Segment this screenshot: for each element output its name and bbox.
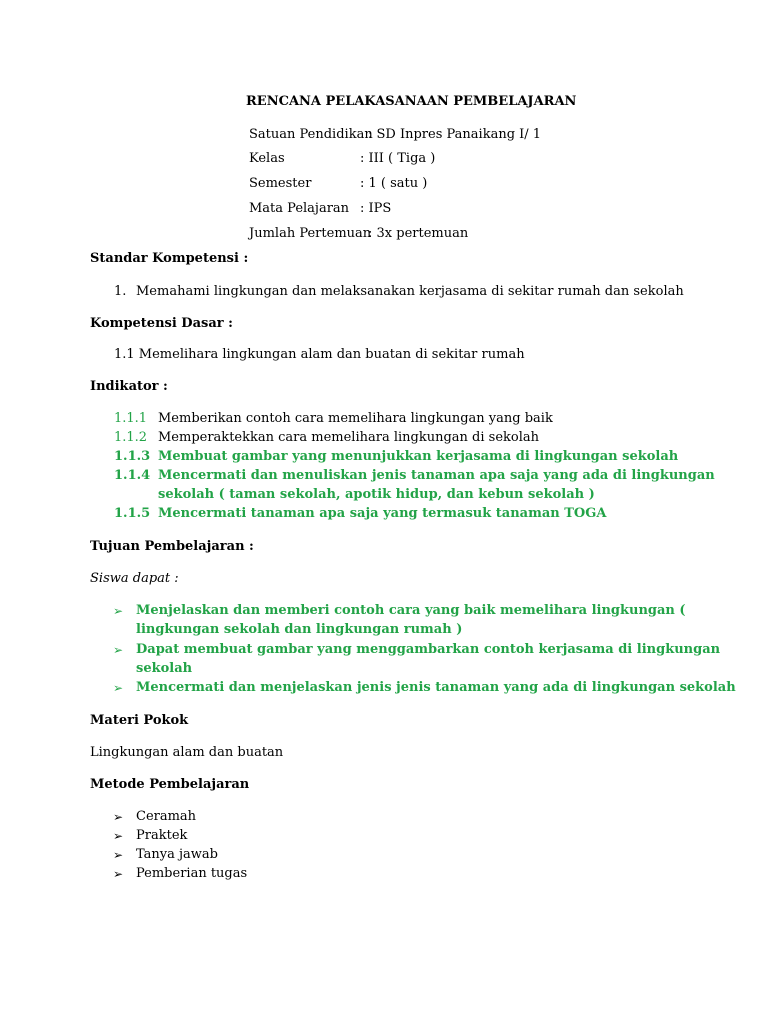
arrow-bullet-icon: ➢ [113, 604, 124, 618]
tujuan-bullet-2-cont: sekolah [136, 661, 193, 676]
materi-text: Lingkungan alam dan buatan [90, 745, 284, 760]
info-label-kelas: Kelas [249, 151, 285, 166]
info-value-pertemuan: : 3x pertemuan [368, 226, 469, 241]
kompetensi-heading: Kompetensi Dasar : [90, 316, 233, 331]
tujuan-bullet-1: Menjelaskan dan memberi contoh cara yang baik memelihara lingkungan ( [136, 603, 686, 618]
tujuan-intro: Siswa dapat : [90, 571, 179, 586]
indikator-text-3: Membuat gambar yang menunjukkan kerjasama di lingkungan sekolah [158, 449, 679, 464]
metode-item-4: Pemberian tugas [136, 866, 248, 881]
arrow-bullet-icon: ➢ [113, 643, 124, 657]
info-value-satuan: : SD Inpres Panaikang I/ 1 [368, 127, 542, 142]
arrow-bullet-icon: ➢ [113, 848, 124, 862]
indikator-text-4-cont: sekolah ( taman sekolah, apotik hidup, dan kebun sekolah ) [158, 487, 595, 502]
indikator-text-2: Memperaktekkan cara memelihara lingkungan di sekolah [158, 430, 539, 445]
indikator-num-2: 1.1.2 [114, 430, 148, 445]
info-value-kelas: : III ( Tiga ) [360, 151, 436, 166]
arrow-bullet-icon: ➢ [113, 829, 124, 843]
document-title: RENCANA PELAKASANAAN PEMBELAJARAN [246, 94, 577, 109]
tujuan-heading: Tujuan Pembelajaran : [90, 539, 254, 554]
indikator-num-1: 1.1.1 [114, 411, 148, 426]
standar-heading: Standar Kompetensi : [90, 251, 249, 266]
indikator-text-4: Mencermati dan menuliskan jenis tanaman apa saja yang ada di lingkungan [158, 468, 715, 483]
info-value-mapel: : IPS [360, 201, 392, 216]
tujuan-bullet-2: Dapat membuat gambar yang menggambarkan contoh kerjasama di lingkungan [136, 642, 721, 657]
info-value-semester: : 1 ( satu ) [360, 176, 428, 191]
metode-heading: Metode Pembelajaran [90, 777, 250, 792]
standar-item-text: Memahami lingkungan dan melaksanakan kerjasama di sekitar rumah dan sekolah [136, 284, 684, 299]
metode-item-2: Praktek [136, 828, 188, 843]
indikator-num-3: 1.1.3 [114, 449, 151, 464]
tujuan-bullet-3: Mencermati dan menjelaskan jenis jenis tanaman yang ada di lingkungan sekolah [136, 680, 736, 695]
indikator-num-4: 1.1.4 [114, 468, 151, 483]
tujuan-bullet-1-cont: lingkungan sekolah dan lingkungan rumah ) [136, 622, 463, 637]
standar-item-num: 1. [114, 284, 127, 299]
arrow-bullet-icon: ➢ [113, 867, 124, 881]
info-label-pertemuan: Jumlah Pertemuan [249, 226, 372, 241]
indikator-heading: Indikator : [90, 379, 168, 394]
arrow-bullet-icon: ➢ [113, 810, 124, 824]
info-label-satuan: Satuan Pendidikan [249, 127, 373, 142]
materi-heading: Materi Pokok [90, 713, 189, 728]
indikator-text-1: Memberikan contoh cara memelihara lingkungan yang baik [158, 411, 553, 426]
metode-item-3: Tanya jawab [136, 847, 218, 862]
kompetensi-item: 1.1 Memelihara lingkungan alam dan buatan di sekitar rumah [114, 347, 525, 362]
indikator-num-5: 1.1.5 [114, 506, 151, 521]
info-label-semester: Semester [249, 176, 312, 191]
metode-item-1: Ceramah [136, 809, 197, 824]
info-label-mapel: Mata Pelajaran [249, 201, 350, 216]
indikator-text-5: Mencermati tanaman apa saja yang termasuk tanaman TOGA [158, 506, 607, 521]
arrow-bullet-icon: ➢ [113, 681, 124, 695]
